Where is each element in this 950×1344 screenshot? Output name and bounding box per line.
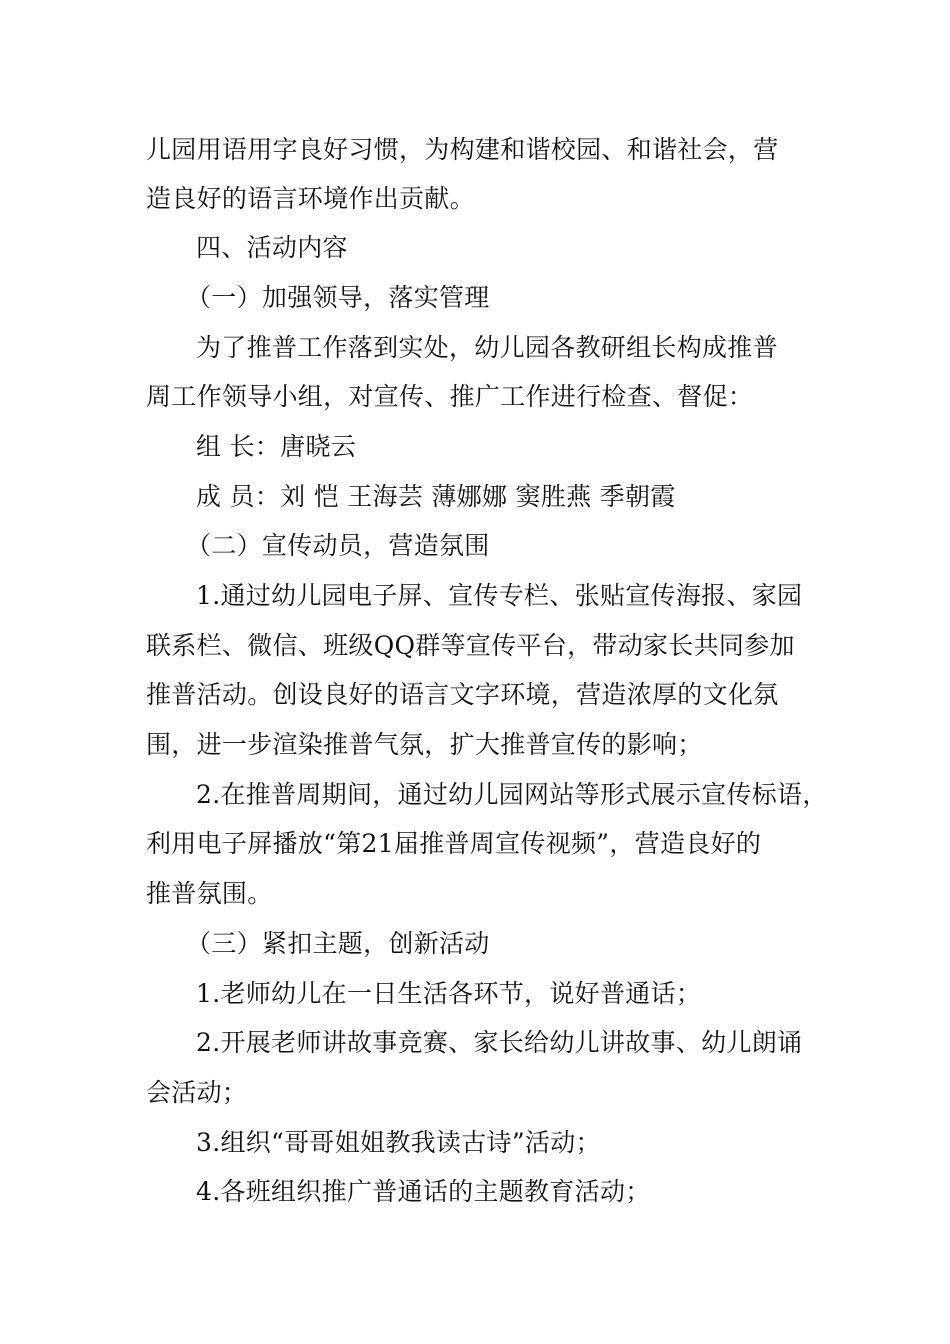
list-item-line: 4.各班组织推广普通话的主题教育活动； [196,1177,651,1206]
paragraph-line: 联系栏、微信、班级QQ群等宣传平台，带动家长共同参加 [146,631,795,660]
list-item-line: 2.开展老师讲故事竞赛、家长给幼儿讲故事、幼儿朗诵 [196,1028,803,1057]
paragraph-line: 为了推普工作落到实处，幼儿园各教研组长构成推普 [196,333,778,362]
list-item-line: 2.在推普周期间，通过幼儿园网站等形式展示宣传标语， [196,780,828,809]
leader-line: 组 长：唐晓云 [196,432,357,461]
list-item-line: 1.老师幼儿在一日生活各环节，说好普通话； [196,979,702,1008]
paragraph-line: 推普氛围。 [146,879,273,908]
members-line: 成 员：刘 恺 王海芸 薄娜娜 窦胜燕 季朝霞 [196,482,676,511]
subsection-heading: （三）紧扣主题，创新活动 [186,929,490,958]
paragraph-line: 围，进一步渲染推普气氛，扩大推普宣传的影响； [146,730,703,759]
list-item-line: 1.通过幼儿园电子屏、宣传专栏、张贴宣传海报、家园 [196,581,803,610]
paragraph-line: 会活动； [146,1078,248,1107]
paragraph-line: 造良好的语言环境作出贡献。 [146,184,475,213]
subsection-heading: （二）宣传动员，营造氛围 [186,531,490,560]
paragraph-line: 周工作领导小组，对宣传、推广工作进行检查、督促： [146,382,754,411]
subsection-heading: （一）加强领导，落实管理 [186,283,490,312]
paragraph-line: 儿园用语用字良好习惯，为构建和谐校园、和谐社会，营 [146,135,779,164]
list-item-line: 3.组织“哥哥姐姐教我读古诗”活动； [196,1128,601,1157]
section-heading: 四、活动内容 [196,233,348,262]
paragraph-line: 推普活动。创设良好的语言文字环境，营造浓厚的文化氛 [146,680,779,709]
paragraph-line: 利用电子屏播放“第21届推普周宣传视频”，营造良好的 [146,829,762,858]
